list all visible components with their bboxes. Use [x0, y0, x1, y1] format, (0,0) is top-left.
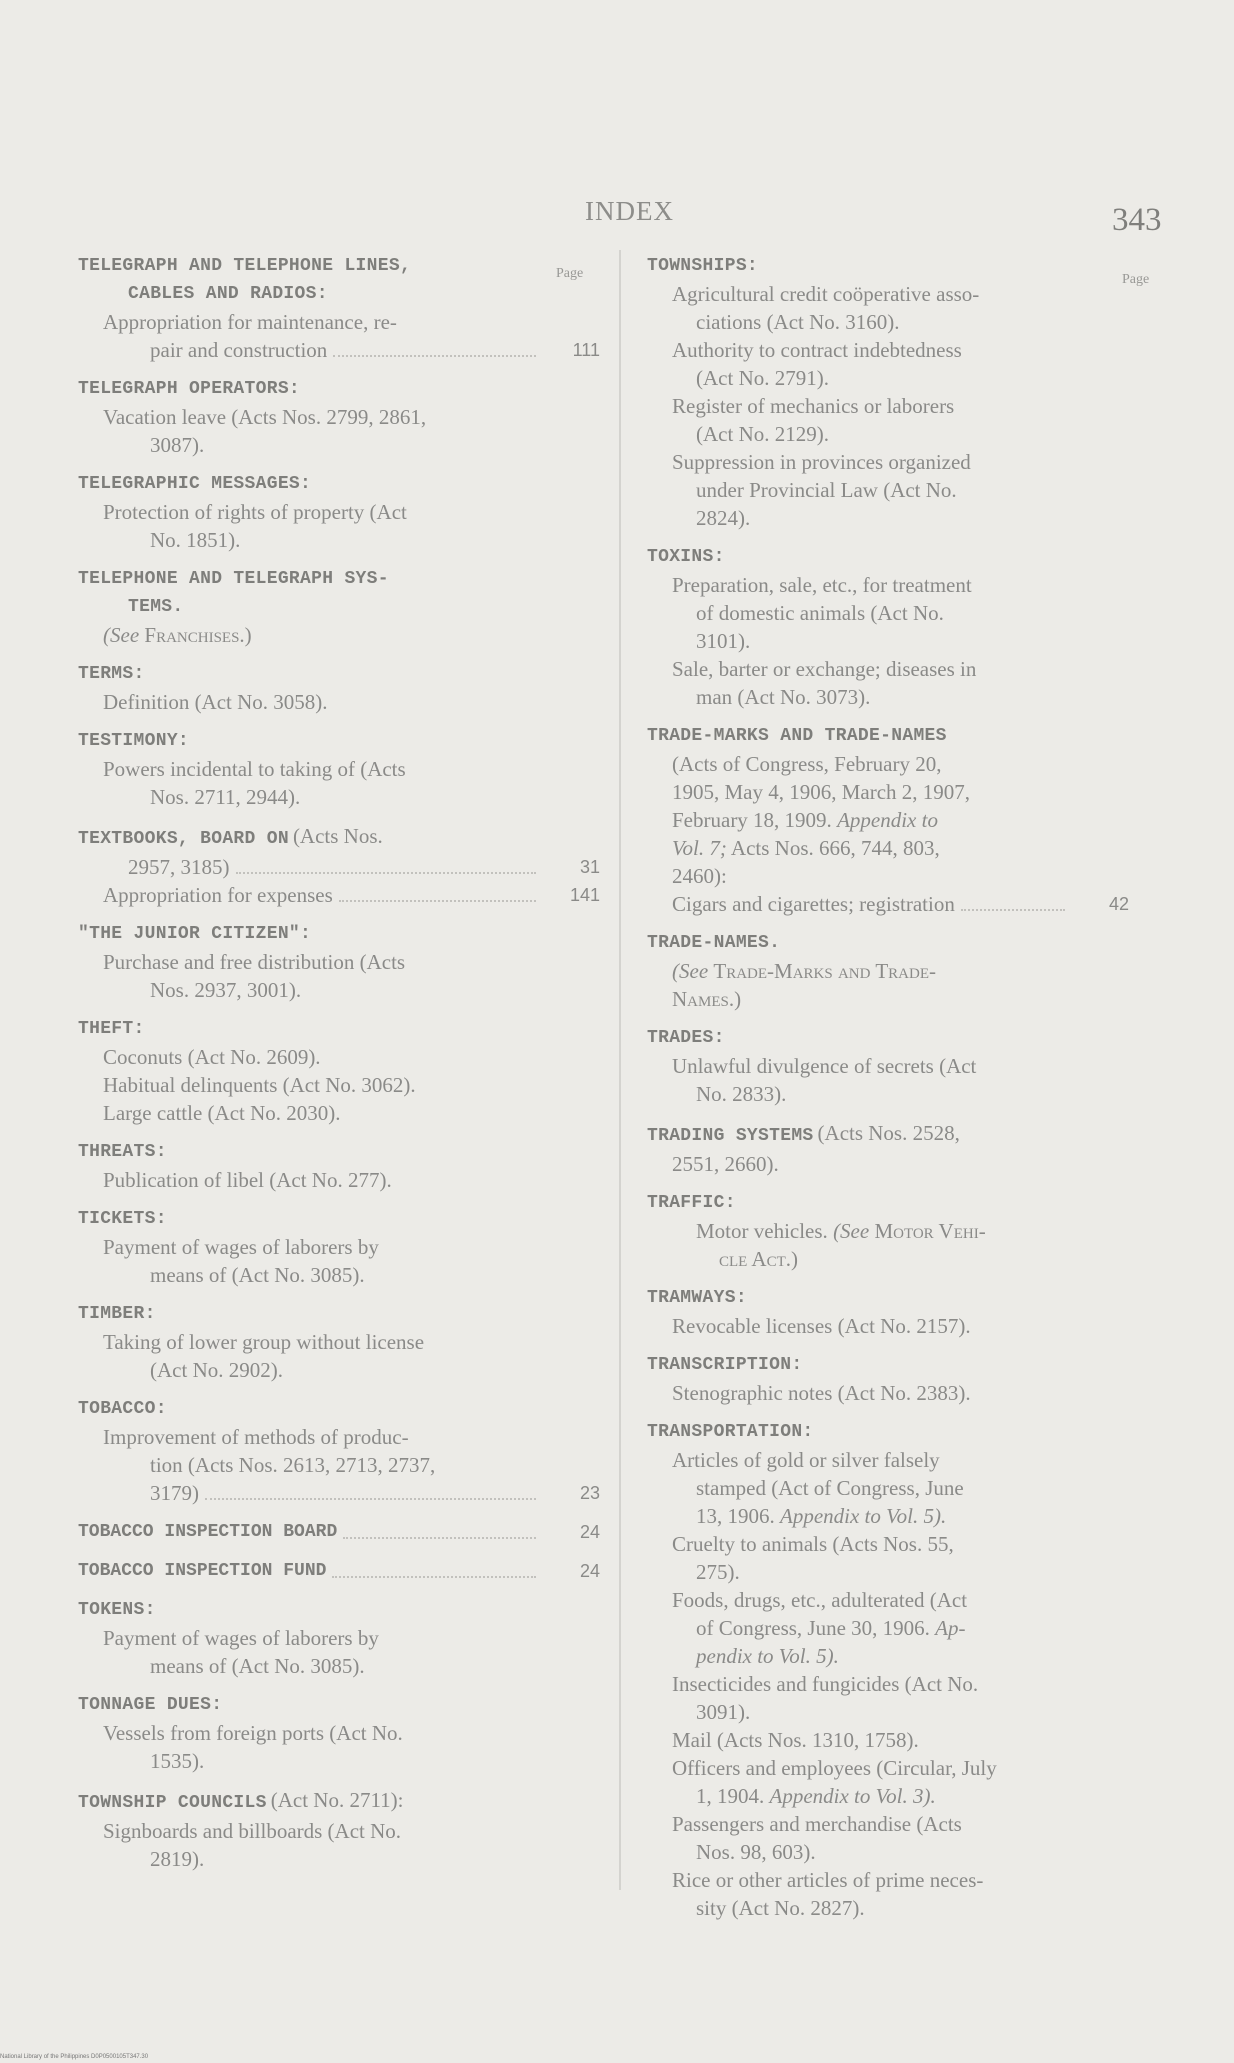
- note-appendix: Appendix to Vol. 3).: [769, 1784, 936, 1808]
- subentry-cont: 1535).: [150, 1749, 205, 1773]
- subentry-page-row: [78, 1479, 600, 1507]
- heading-caps: TOWNSHIP COUNCILS: [78, 1793, 267, 1813]
- subentry-text: pair and construction: [150, 338, 328, 362]
- subentry-cont: means of (Act No. 3085).: [150, 1654, 365, 1678]
- subentry-cont: means of (Act No. 3085).: [150, 1263, 365, 1287]
- subentry-cont: No. 2833).: [696, 1082, 787, 1106]
- subentry: Preparation, sale, etc., for treatment: [672, 573, 972, 597]
- note-text: February 18, 1909.: [672, 808, 832, 832]
- subentry-cont: Nos. 2711, 2944).: [150, 785, 301, 809]
- cross-reference-cont: [647, 1245, 1129, 1273]
- subentry: Appropriation for maintenance, re-: [103, 310, 397, 334]
- page-ref: 24: [579, 1561, 600, 1581]
- subentry: Stenographic notes (Act No. 2383).: [672, 1381, 971, 1405]
- heading-caps: TRADING SYSTEMS: [647, 1126, 814, 1146]
- subentry: Vessels from foreign ports (Act No.: [103, 1721, 403, 1745]
- subentry: Taking of lower group without license: [103, 1330, 425, 1354]
- entry-heading: [647, 1119, 1129, 1150]
- subentry-cont: man (Act No. 3073).: [696, 685, 871, 709]
- index-column-right: [647, 252, 1129, 1933]
- index-entry: [78, 252, 600, 364]
- subentry: Suppression in provinces organized: [672, 450, 971, 474]
- subentry: Protection of rights of property (Act: [103, 500, 407, 524]
- entry-heading: TELEPHONE AND TELEGRAPH SYS-: [78, 569, 389, 589]
- subentry: Publication of libel (Act No. 277).: [103, 1168, 392, 1192]
- subentry: Agricultural credit coöperative asso-: [672, 282, 980, 306]
- subentry-cont: 3091).: [696, 1700, 751, 1724]
- subentry: Insecticides and fungicides (Act No.: [672, 1672, 979, 1696]
- index-entry: [78, 1518, 600, 1546]
- index-entry: [78, 1395, 600, 1507]
- dot-leader: [339, 900, 536, 902]
- index-entry: [78, 1691, 600, 1775]
- entry-heading: TOBACCO INSPECTION BOARD: [78, 1522, 338, 1542]
- subentry: Foods, drugs, etc., adulterated (Act: [672, 1588, 968, 1612]
- dot-leader: [961, 909, 1065, 911]
- index-entry: [647, 1284, 1129, 1340]
- subentry-text: 13, 1906.: [696, 1504, 775, 1528]
- index-entry: [78, 1557, 600, 1585]
- entry-heading: TRANSCRIPTION:: [647, 1355, 803, 1375]
- subentry-text: Motor vehicles.: [696, 1219, 828, 1243]
- index-entry: [647, 1351, 1129, 1407]
- subentry-cont: under Provincial Law (Act No.: [696, 478, 957, 502]
- index-entry: [647, 929, 1129, 1013]
- heading-page-row: [78, 853, 600, 881]
- subentry: Habitual delinquents (Act No. 3062).: [103, 1073, 416, 1097]
- subentry: Sale, barter or exchange; diseases in: [672, 657, 977, 681]
- subentry: Improvement of methods of produc-: [103, 1425, 409, 1449]
- heading-acts: (Acts Nos.: [292, 824, 383, 848]
- index-entry: [78, 470, 600, 554]
- note-text: Acts Nos. 666, 744, 803,: [730, 836, 940, 860]
- page-ref: 42: [1108, 894, 1129, 914]
- index-entry: [78, 660, 600, 716]
- index-entry: [78, 1300, 600, 1384]
- see-target: Names.): [672, 987, 742, 1011]
- subentry-cont: 3087).: [150, 433, 205, 457]
- see-target: Trade-Marks and Trade-: [713, 959, 936, 983]
- subentry-cont: ciations (Act No. 3160).: [696, 310, 900, 334]
- see-word: (See: [103, 623, 140, 647]
- subentry: Mail (Acts Nos. 1310, 1758).: [672, 1728, 919, 1752]
- subentry-cont: tion (Acts Nos. 2613, 2713, 2737,: [150, 1453, 436, 1477]
- subentry: Powers incidental to taking of (Acts: [103, 757, 406, 781]
- subentry-cont: [647, 1782, 1129, 1810]
- index-entry: [647, 543, 1129, 711]
- page-column-label-left: Page: [556, 266, 584, 281]
- entry-heading: TELEGRAPH OPERATORS:: [78, 379, 301, 399]
- subentry-text: Appropriation for expenses: [103, 883, 333, 907]
- entry-heading: TOBACCO INSPECTION FUND: [78, 1561, 327, 1581]
- heading-cont: 2551, 2660).: [672, 1152, 779, 1176]
- subentry-cont: Nos. 98, 603).: [696, 1840, 816, 1864]
- index-entry: [78, 1786, 600, 1873]
- subentry: [647, 1217, 1129, 1245]
- entry-heading: TRANSPORTATION:: [647, 1422, 814, 1442]
- heading-note: 2460):: [672, 864, 727, 888]
- subentry: Register of mechanics or laborers: [672, 394, 955, 418]
- subentry: Authority to contract indebtedness: [672, 338, 962, 362]
- index-column-left: [78, 252, 600, 1884]
- dot-leader: [343, 1537, 536, 1539]
- entry-heading: TESTIMONY:: [78, 731, 190, 751]
- entry-heading: TIMBER:: [78, 1304, 156, 1324]
- entry-heading: TERMS:: [78, 664, 145, 684]
- see-target: Franchises.): [144, 623, 252, 647]
- entry-heading: TRAFFIC:: [647, 1193, 736, 1213]
- subentry: Payment of wages of laborers by: [103, 1626, 379, 1650]
- entry-heading: TELEGRAPHIC MESSAGES:: [78, 474, 312, 494]
- subentry-cont: stamped (Act of Congress, June: [696, 1476, 964, 1500]
- subentry-cont: No. 1851).: [150, 528, 241, 552]
- subentry-page-row: [647, 890, 1129, 918]
- subentry: Rice or other articles of prime neces-: [672, 1868, 984, 1892]
- entry-heading: THEFT:: [78, 1019, 145, 1039]
- subentry: Purchase and free distribution (Acts: [103, 950, 406, 974]
- note-appendix: Appendix to: [837, 808, 938, 832]
- subentry-cont: [647, 1614, 1129, 1642]
- note-appendix: Ap-: [935, 1616, 966, 1640]
- cross-reference: [78, 621, 600, 649]
- subentry-cont: 2819).: [150, 1847, 205, 1871]
- entry-heading: TRADES:: [647, 1028, 725, 1048]
- cross-reference: [647, 957, 1129, 985]
- see-target: cle Act.): [719, 1247, 798, 1271]
- dot-leader: [205, 1498, 536, 1500]
- page-ref: 141: [569, 885, 600, 905]
- entry-heading: TONNAGE DUES:: [78, 1695, 223, 1715]
- entry-heading: TOXINS:: [647, 547, 725, 567]
- heading-note: [647, 834, 1129, 862]
- subentry: Cruelty to animals (Acts Nos. 55,: [672, 1532, 954, 1556]
- entry-heading: [78, 822, 600, 853]
- subentry-page-row: [78, 336, 600, 364]
- page-column-label-right: Page: [1122, 272, 1150, 287]
- heading-page-row: [78, 1557, 600, 1585]
- index-entry: [78, 1138, 600, 1194]
- entry-heading: "THE JUNIOR CITIZEN":: [78, 924, 312, 944]
- subentry: Definition (Act No. 3058).: [103, 690, 328, 714]
- subentry-cont: pendix to Vol. 5).: [696, 1644, 839, 1668]
- entry-heading: TOWNSHIPS:: [647, 256, 759, 276]
- subentry-cont: 3101).: [696, 629, 751, 653]
- subentry-page-row: [78, 881, 600, 909]
- subentry-cont: Nos. 2937, 3001).: [150, 978, 302, 1002]
- entry-heading: TICKETS:: [78, 1209, 167, 1229]
- index-entry: [78, 565, 600, 649]
- entry-heading: TRADE-NAMES.: [647, 933, 781, 953]
- entry-heading: TOBACCO:: [78, 1399, 167, 1419]
- subentry-text: of Congress, June 30, 1906.: [696, 1616, 930, 1640]
- heading-caps: TEXTBOOKS, BOARD ON: [78, 829, 289, 849]
- subentry-cont: 275).: [696, 1560, 740, 1584]
- dot-leader: [333, 355, 536, 357]
- index-entry: [78, 920, 600, 1004]
- page-ref: 31: [579, 857, 600, 877]
- index-entry: [647, 1024, 1129, 1108]
- subentry-text: 3179): [150, 1481, 199, 1505]
- entry-heading: TRAMWAYS:: [647, 1288, 747, 1308]
- page-number: 343: [1112, 202, 1162, 238]
- subentry: Coconuts (Act No. 2609).: [103, 1045, 321, 1069]
- index-entry: [78, 1015, 600, 1127]
- column-divider: [619, 250, 621, 1890]
- index-entry: [78, 375, 600, 459]
- index-entry: [78, 727, 600, 811]
- subentry-cont: sity (Act No. 2827).: [696, 1896, 865, 1920]
- subentry: Signboards and billboards (Act No.: [103, 1819, 402, 1843]
- heading-note: (Acts of Congress, February 20,: [672, 752, 942, 776]
- index-entry: [647, 722, 1129, 918]
- subentry: Revocable licenses (Act No. 2157).: [672, 1314, 971, 1338]
- index-entry: [647, 1189, 1129, 1273]
- index-entry: [647, 1418, 1129, 1922]
- note-appendix: Vol. 7;: [672, 836, 727, 860]
- subentry-cont: 2824).: [696, 506, 751, 530]
- see-word: (See: [672, 959, 709, 983]
- dot-leader: [236, 872, 537, 874]
- page-header-title: INDEX: [585, 196, 674, 226]
- cross-reference-cont: [647, 985, 1129, 1013]
- subentry: Articles of gold or silver falsely: [672, 1448, 940, 1472]
- heading-page-row: [78, 1518, 600, 1546]
- entry-heading-cont: CABLES AND RADIOS:: [128, 284, 328, 304]
- page-ref: 111: [572, 340, 600, 360]
- note-appendix: Appendix to Vol. 5).: [780, 1504, 947, 1528]
- subentry-text: Cigars and cigarettes; registration: [672, 892, 955, 916]
- index-entry: [647, 1119, 1129, 1178]
- index-entry: [78, 822, 600, 909]
- dot-leader: [332, 1576, 536, 1578]
- subentry-cont: [647, 1502, 1129, 1530]
- subentry-cont: of domestic animals (Act No.: [696, 601, 944, 625]
- entry-heading: [78, 1786, 600, 1817]
- page-ref: 23: [579, 1483, 600, 1503]
- entry-heading: TELEGRAPH AND TELEPHONE LINES,: [78, 256, 412, 276]
- heading-acts: (Act No. 2711):: [270, 1788, 404, 1812]
- index-entry: [78, 1596, 600, 1680]
- subentry: Passengers and merchandise (Acts: [672, 1812, 962, 1836]
- heading-note: [647, 806, 1129, 834]
- subentry-text: 1, 1904.: [696, 1784, 765, 1808]
- subentry-cont: (Act No. 2791).: [696, 366, 829, 390]
- see-target: Motor Vehi-: [874, 1219, 986, 1243]
- index-entry: [78, 1205, 600, 1289]
- heading-note: 1905, May 4, 1906, March 2, 1907,: [672, 780, 971, 804]
- heading-cont-text: 2957, 3185): [128, 855, 230, 879]
- subentry: Officers and employees (Circular, July: [672, 1756, 997, 1780]
- page-ref: 24: [579, 1522, 600, 1542]
- subentry-cont: (Act No. 2902).: [150, 1358, 283, 1382]
- subentry: Vacation leave (Acts Nos. 2799, 2861,: [103, 405, 427, 429]
- entry-heading: TRADE-MARKS AND TRADE-NAMES: [647, 726, 947, 746]
- scan-footer-note: National Library of the Philippines D0P0500105T347.30: [0, 2054, 149, 2060]
- subentry: Payment of wages of laborers by: [103, 1235, 379, 1259]
- subentry-cont: (Act No. 2129).: [696, 422, 829, 446]
- entry-heading-cont: TEMS.: [128, 597, 184, 617]
- subentry: Large cattle (Act No. 2030).: [103, 1101, 341, 1125]
- subentry: Unlawful divulgence of secrets (Act: [672, 1054, 977, 1078]
- heading-acts: (Acts Nos. 2528,: [817, 1121, 960, 1145]
- entry-heading: THREATS:: [78, 1142, 167, 1162]
- see-word: (See: [833, 1219, 870, 1243]
- index-entry: [647, 252, 1129, 532]
- entry-heading: TOKENS:: [78, 1600, 156, 1620]
